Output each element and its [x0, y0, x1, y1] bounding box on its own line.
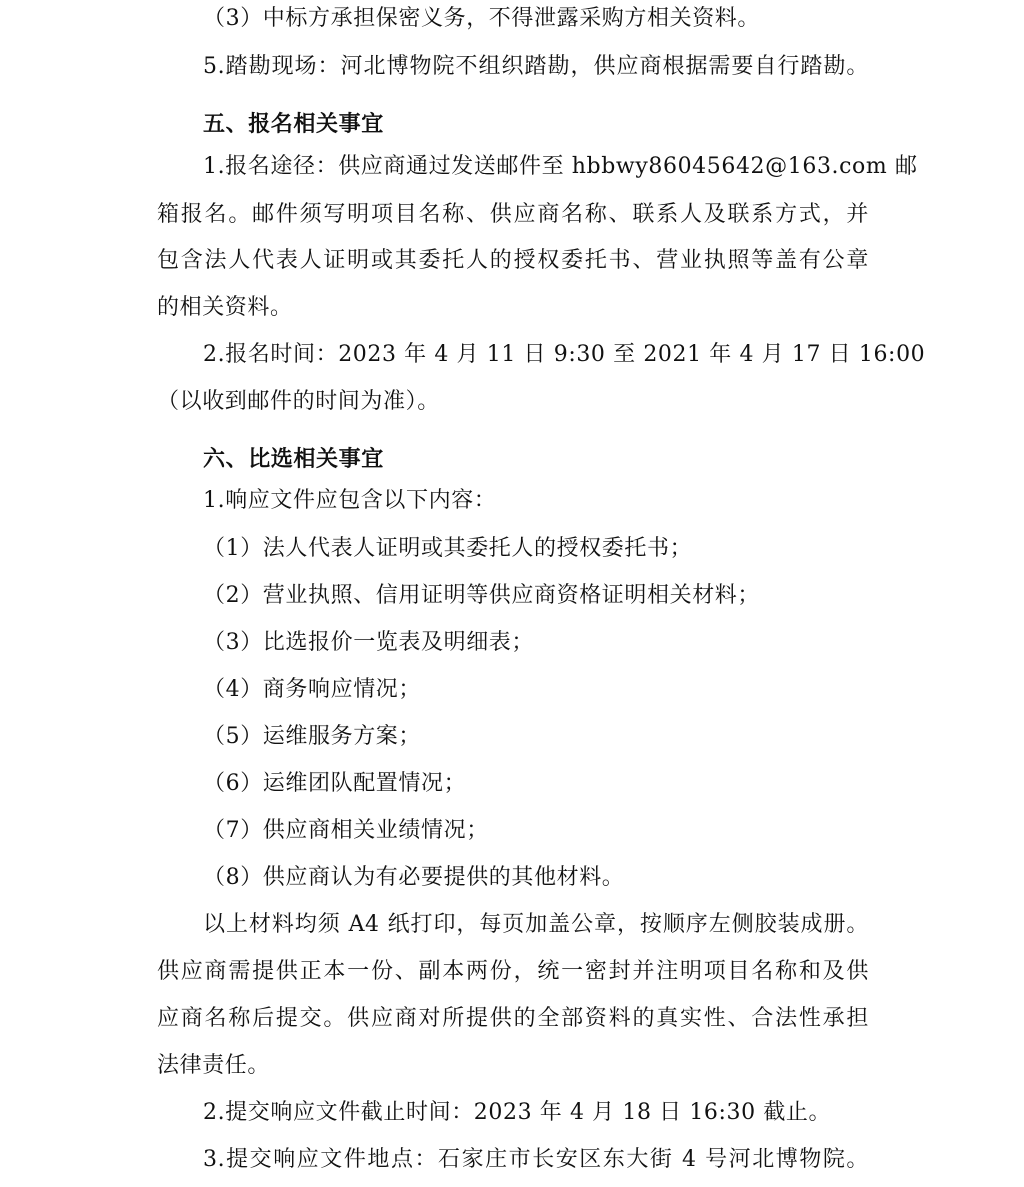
list-item: （5）运维服务方案；	[203, 724, 421, 749]
section-heading-registration: 五、报名相关事宜	[203, 112, 384, 137]
materials-paragraph-line-1: 以上材料均须 A4 纸打印，每页加盖公章，按顺序左侧胶装成册。	[203, 912, 869, 937]
site-visit-clause: 5.踏勘现场：河北博物院不组织踏勘，供应商根据需要自行踏勘。	[203, 54, 869, 79]
registration-time-line-2: （以收到邮件的时间为准）。	[157, 389, 440, 414]
submission-deadline: 2.提交响应文件截止时间：2023 年 4 月 18 日 16:30 截止。	[203, 1100, 832, 1125]
list-item: （3）比选报价一览表及明细表；	[203, 630, 534, 655]
registration-time-line-1: 2.报名时间：2023 年 4 月 11 日 9:30 至 2021 年 4 月 17 日 16:00	[203, 342, 926, 367]
response-doc-intro: 1.响应文件应包含以下内容：	[203, 488, 497, 513]
materials-paragraph-line-3: 应商名称后提交。供应商对所提供的全部资料的真实性、合法性承担	[157, 1006, 869, 1031]
submission-location: 3.提交响应文件地点：石家庄市长安区东大街 4 号河北博物院。	[203, 1147, 869, 1172]
section-heading-selection: 六、比选相关事宜	[203, 447, 384, 472]
registration-method-line-2: 箱报名。邮件须写明项目名称、供应商名称、联系人及联系方式，并	[157, 202, 869, 227]
list-item: （2）营业执照、信用证明等供应商资格证明相关材料；	[203, 583, 760, 608]
list-item: （4）商务响应情况；	[203, 677, 421, 702]
registration-method-line-1: 1.报名途径：供应商通过发送邮件至 hbbwy86045642@163.com 邮	[203, 154, 918, 179]
registration-method-line-3: 包含法人代表人证明或其委托人的授权委托书、营业执照等盖有公章	[157, 248, 869, 273]
list-item: （8）供应商认为有必要提供的其他材料。	[203, 865, 625, 890]
registration-method-line-4: 的相关资料。	[157, 295, 293, 320]
materials-paragraph-line-4: 法律责任。	[157, 1053, 271, 1078]
confidentiality-clause: （3）中标方承担保密义务，不得泄露采购方相关资料。	[203, 6, 760, 31]
list-item: （7）供应商相关业绩情况；	[203, 818, 489, 843]
materials-paragraph-line-2: 供应商需提供正本一份、副本两份，统一密封并注明项目名称和及供	[157, 959, 869, 984]
list-item: （1）法人代表人证明或其委托人的授权委托书；	[203, 536, 693, 561]
list-item: （6）运维团队配置情况；	[203, 771, 467, 796]
